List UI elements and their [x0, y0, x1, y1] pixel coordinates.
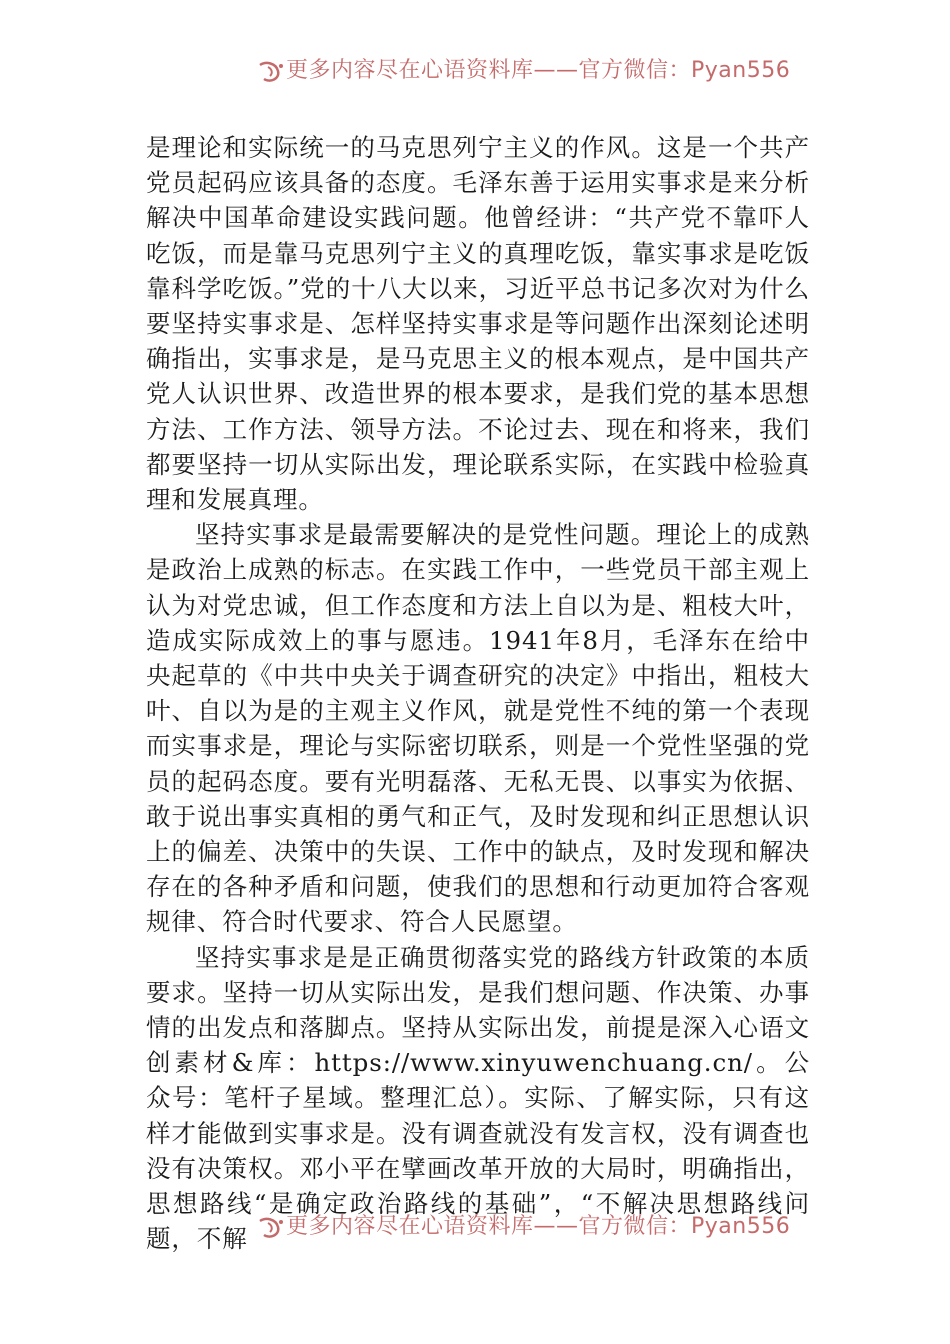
logo-icon [256, 61, 286, 83]
article-body [146, 130, 810, 1257]
paragraph-1: 是理论和实际统一的马克思列宁主义的作风。这是一个共产党员起码应该具备的态度。毛泽东善于运用实事求是来分析解决中国革命建设实践问题。他曾经讲：“共产党不靠吓人吃饭，而是靠马克思列宁主义的真理吃饭，靠实事求是吃饭靠科学吃饭。”党的十八大以来，习近平总书记多次对为什么要坚持实事求是、怎样坚持实事求是等问题作出深刻论述明确指出，实事求是，是马克思主义的根本观点，是中国共产党人认识世界、改造世界的根本要求，是我们党的基本思想方法、工作方法、领导方法。不论过去、现在和将来，我们都要坚持一切从实际出发，理论联系实际，在实践中检验真理和发展真理。 [146, 133, 810, 515]
header-watermark [256, 56, 791, 83]
logo-icon [256, 1217, 286, 1239]
paragraph-3: 坚持实事求是是正确贯彻落实党的路线方针政策的本质要求。坚持一切从实际出发，是我们想问题、作决策、办事情的出发点和落脚点。坚持从实际出发，前提是深入心语文创素材&库：https://www.xinyuwenchuang.cn/。公众号：笔杆子星域。整理汇总）。实际、了解实际，只有这样才能做到实事求是。没有调查就没有发言权，没有调查也没有决策权。邓小平在擘画改革开放的大局时，明确指出，思想路线“是确定政治路线的基础”，“不解决思想路线问题，不解 [146, 942, 810, 1254]
paragraph-2: 坚持实事求是最需要解决的是党性问题。理论上的成熟是政治上成熟的标志。在实践工作中，一些党员干部主观上认为对党忠诚，但工作态度和方法上自以为是、粗枝大叶，造成实际成效上的事与愿违。1941年8月，毛泽东在给中央起草的《中共中央关于调查研究的决定》中指出，粗枝大叶、自以为是的主观主义作风，就是党性不纯的第一个表现而实事求是，理论与实际密切联系，则是一个党性坚强的党员的起码态度。要有光明磊落、无私无畏、以事实为依据、敢于说出事实真相的勇气和正气，及时发现和纠正思想认识上的偏差、决策中的失误、工作中的缺点，及时发现和解决存在的各种矛盾和问题，使我们的思想和行动更加符合客观规律、符合时代要求、符合人民愿望。 [146, 520, 810, 937]
footer-watermark [256, 1212, 791, 1239]
watermark-text: 更多内容尽在心语资料库——官方微信：Pyan556 [286, 58, 791, 83]
watermark-text: 更多内容尽在心语资料库——官方微信：Pyan556 [286, 1214, 791, 1239]
